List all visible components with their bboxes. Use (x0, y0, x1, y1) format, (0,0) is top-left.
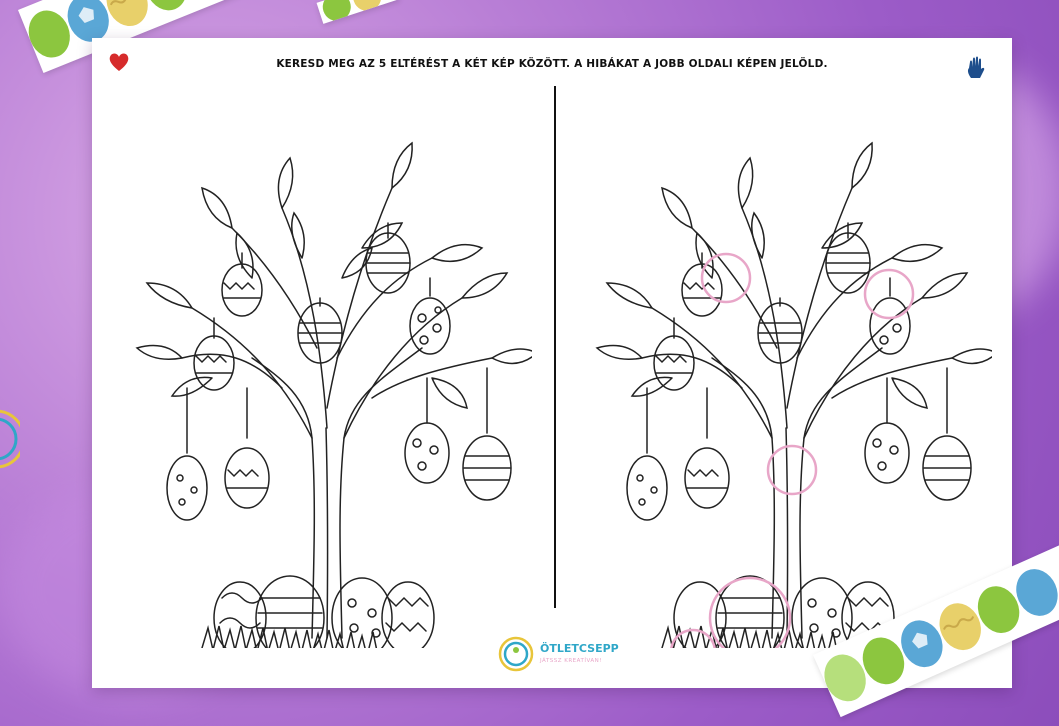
divider-line (554, 86, 556, 608)
right-tree-picture (592, 78, 992, 648)
difference-marker (865, 270, 913, 318)
easter-egg-pattern-icon (317, 0, 400, 24)
side-logo-icon (0, 395, 20, 485)
brand-logo-text: ÖTLETCSEPP (540, 642, 619, 655)
brand-logo-tagline: JÁTSSZ KREATÍVAN! (540, 658, 602, 664)
brand-logo-icon (497, 636, 535, 672)
side-logo (0, 395, 20, 505)
left-tree-picture (132, 78, 532, 648)
brand-logo (497, 636, 627, 676)
washi-tape-top (317, 0, 400, 24)
difference-marker (768, 446, 816, 494)
page-title: KERESD MEG AZ 5 ELTÉRÉST A KÉT KÉP KÖZÖTT. A HIBÁKAT A JOBB OLDALI KÉPEN JELÖLD. (276, 58, 828, 70)
worksheet (92, 38, 1012, 688)
difference-marker (702, 254, 750, 302)
